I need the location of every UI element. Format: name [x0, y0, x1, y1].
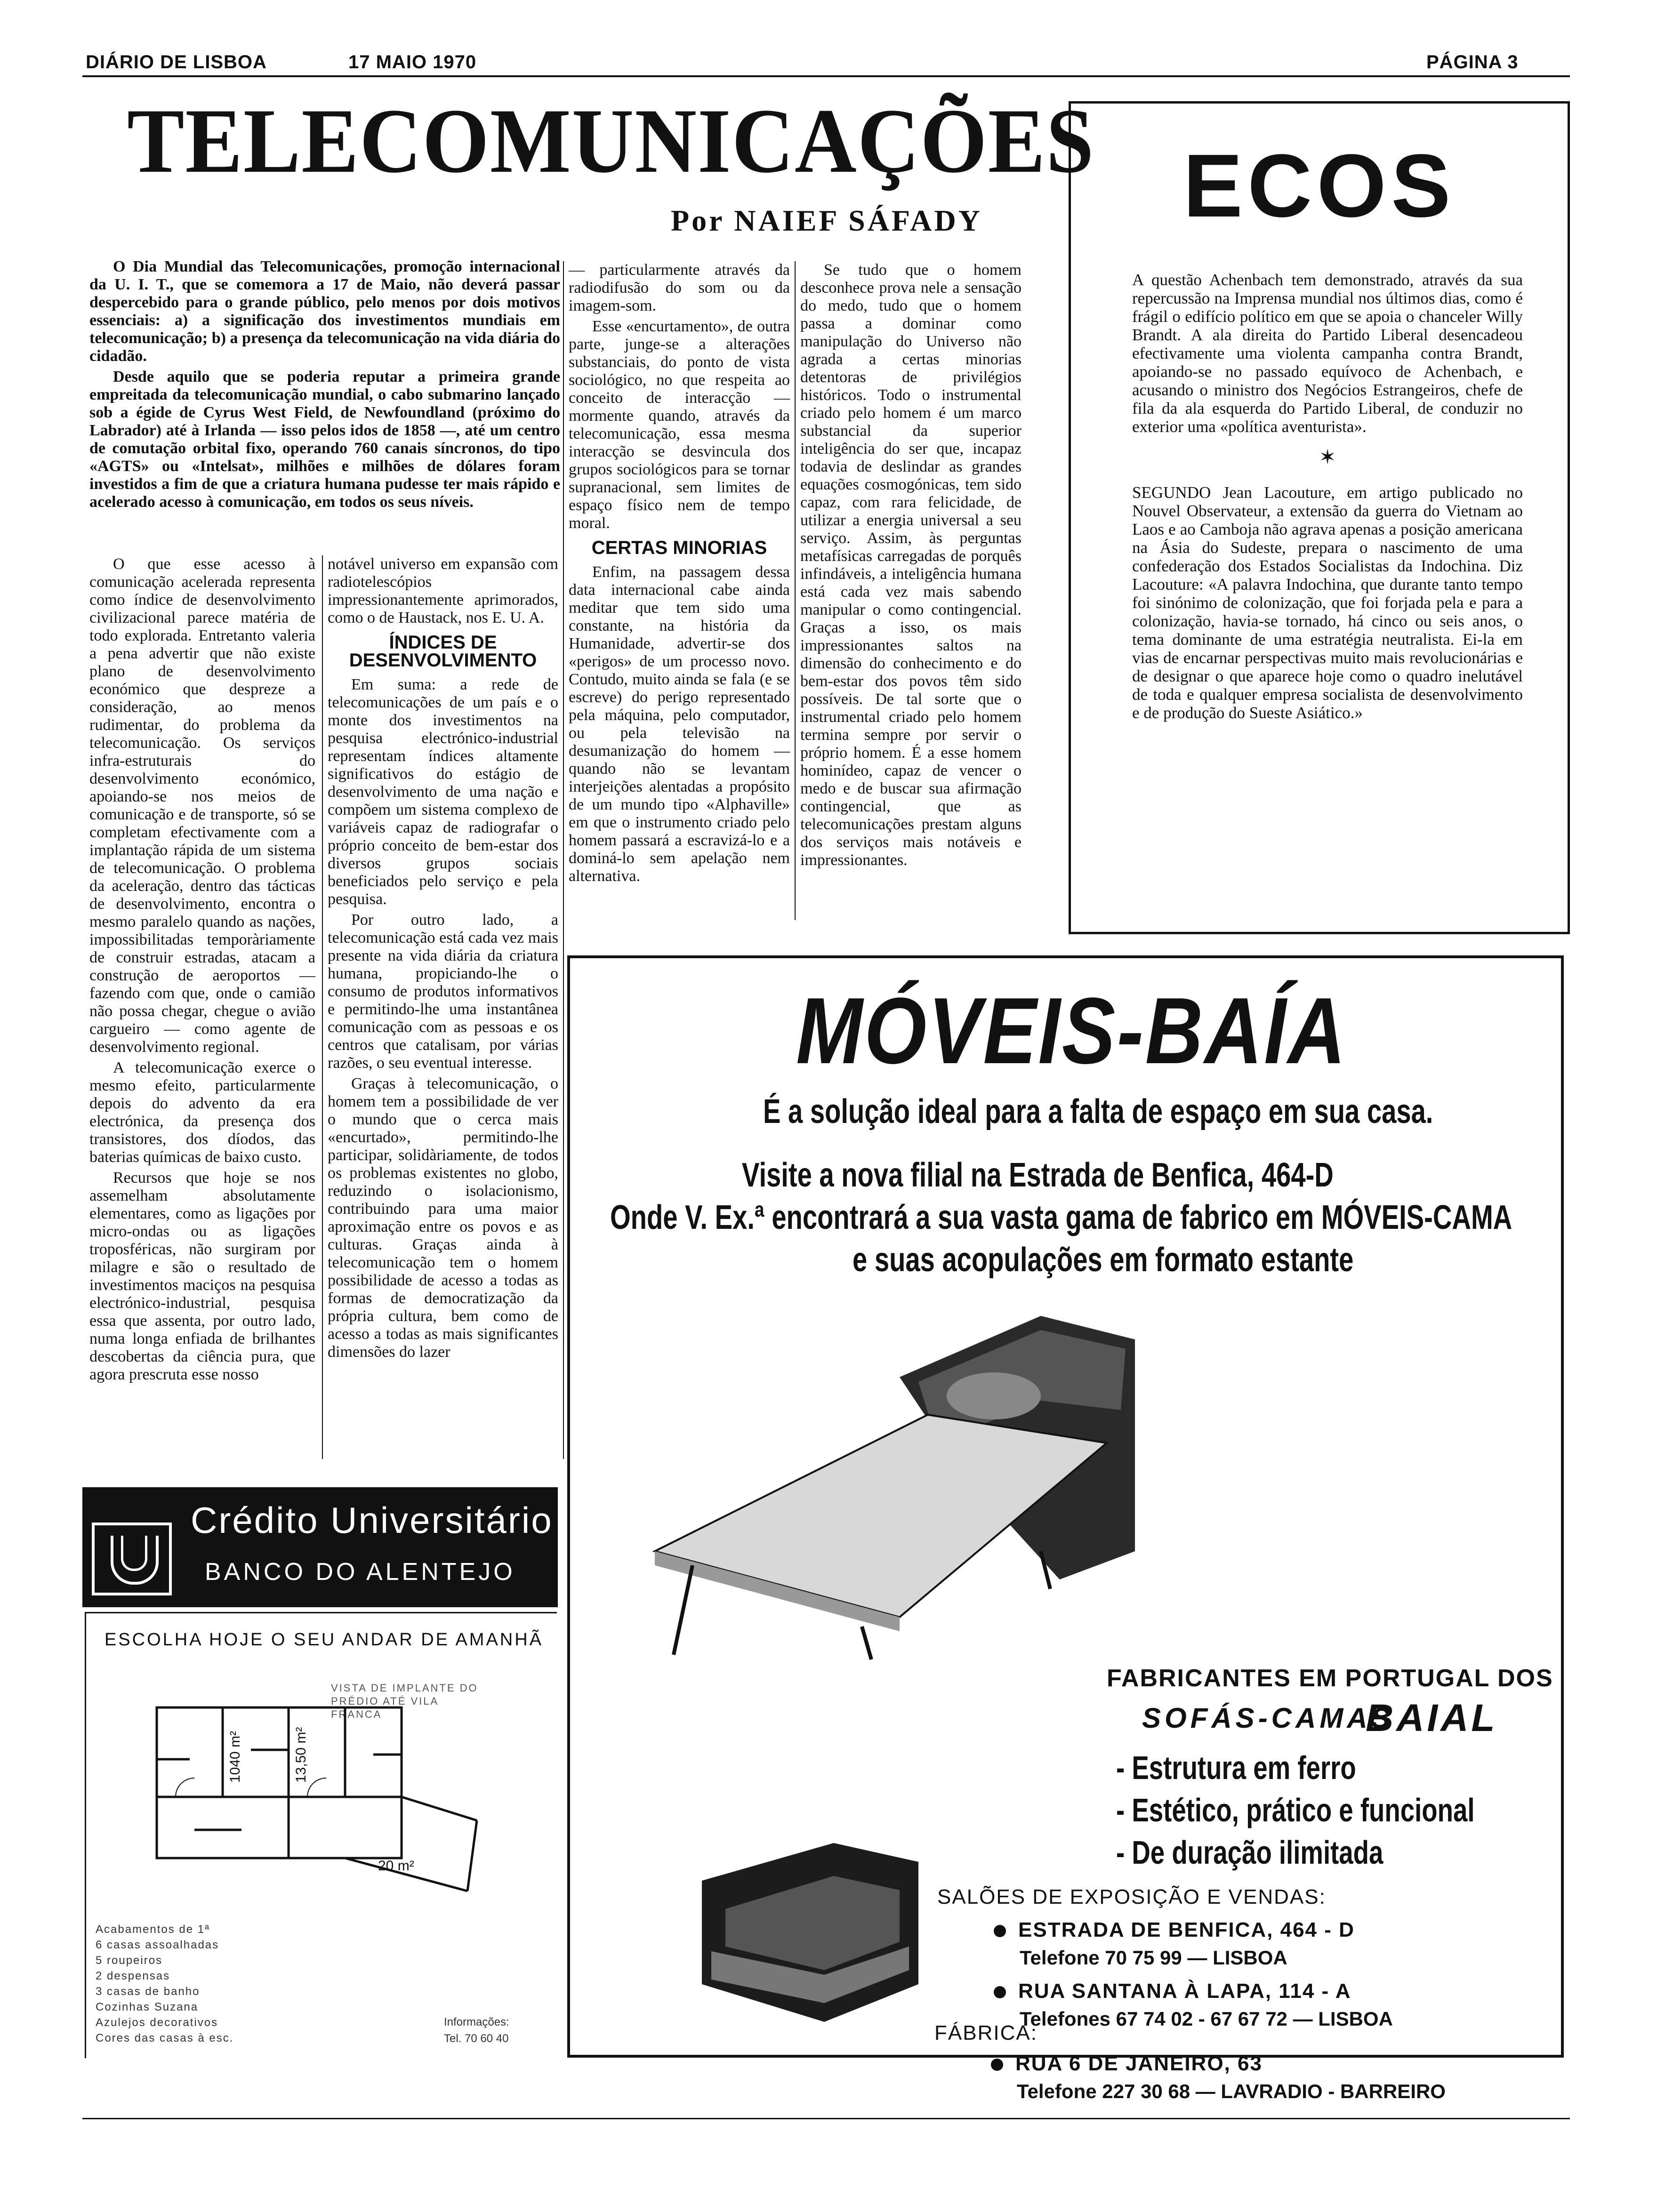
feature-item: 6 casas assoalhadas [96, 1939, 219, 1951]
phone-line: Telefones 67 74 02 - 67 67 72 — LISBOA [1020, 2008, 1393, 2030]
feature-item: Cores das casas à esc. [96, 2032, 234, 2044]
body-paragraph: Em suma: a rede de telecomunicações de um país e o monte dos investimentos na pesquisa electrónico-industrial representam índices altamente significativos do estágio de desenvolvimento de uma nação e compõem um sistema complexo de variáveis capaz de radiografar o próprio conceito de bem-estar dos diversos grupos sociais beneficiados pelo serviço e pela pesquisa. [328, 676, 558, 908]
moveis-line-1: É a solução ideal para a falta de espaço em sua casa. [763, 1093, 1433, 1130]
body-paragraph: A telecomunicação exerce o mesmo efeito, particularmente depois do advento da era electrónica, da presença dos transistores, dos díodos, das baterias químicas de baixo custo. [89, 1059, 315, 1166]
article-column-4 [800, 261, 1022, 872]
body-paragraph: notável universo em expansão com radiotelescópios impressionantemente aprimorados, como o de Haustack, nos E. U. A. [328, 555, 558, 626]
phone-line: Telefone 70 75 99 — LISBOA [1020, 1947, 1287, 1969]
floor-plan-diagram [147, 1689, 486, 1905]
article-column-3 [569, 261, 790, 888]
moveis-feature: - Estrutura em ferro [1116, 1749, 1356, 1786]
article-title: TELECOMUNICAÇÕES [127, 90, 1095, 192]
moveis-feature: - De duração ilimitada [1116, 1834, 1384, 1871]
moveis-feature: - Estético, prático e funcional [1116, 1792, 1475, 1828]
credito-bank: BANCO DO ALENTEJO [205, 1558, 515, 1586]
masthead-page: PÁGINA 3 [1426, 52, 1519, 72]
plan-dimension: 13,50 m² [293, 1727, 309, 1783]
feature-item: 3 casas de banho [96, 1985, 200, 1998]
ecos-paragraph-2: SEGUNDO Jean Lacouture, em artigo publicado no Nouvel Observateur, a extensão da guerra do Vietnam ao Laos e ao Camboja não agrava apenas a posição americana na Ásia do Sudeste, prepara o nascimento de uma confederação dos Estados Socialistas da Indochina. Diz Lacouture: «A palavra Indochina, que durante tanto tempo foi sinónimo de colonização, que foi forjada pela e para a colonização, havia-se tornado, há cinco ou seis anos, o tema dominante de uma estratégia neutralista. Ei-la em vias de encarnar perspectivas muito mais revolucionárias e de designar o que aparece hoje como o quadro inelutável de toda e qualquer empresa socialista de desenvolvimento e de produção do Sueste Asiático.» [1132, 483, 1523, 722]
lead-paragraph: Desde aquilo que se poderia reputar a primeira grande empreitada da telecomunicação mundial, o cabo submarino lançado sob a égide de Cyrus West Field, de Newfoundland (próximo do Labrador) até à Irlanda — isso pelos idos de 1858 —, até um centro de comutação orbital fixo, operando 760 canais síncronos, do tipo «AGTS» ou «Intelsat», milhões e milhões de dólares foram investidos a fim de que a criatura humana pudesse ter mais rápido e acelerado acesso à comunicação, em todos os seus níveis. [89, 368, 560, 511]
fabricantes-label: FABRICANTES EM PORTUGAL DOS [1107, 1665, 1553, 1692]
article-column-1 [89, 555, 315, 1387]
bank-logo [92, 1523, 172, 1595]
sofas-label: SOFÁS-CAMAS [1142, 1702, 1394, 1734]
feature-item: Cozinhas Suzana [96, 2001, 199, 2013]
address-line: ESTRADA DE BENFICA, 464 - D [1018, 1918, 1355, 1941]
body-paragraph: O que esse acesso à comunicação acelerada representa como índice de desenvolvimento civilizacional parece matéria de todo explorada. Entretanto valeria a pena advertir que não existe plano de desenvolvimento económico que despreze a consideração, ao menos rudimentar, do problema da telecomunicação. Os serviços infra-estruturais do desenvolvimento económico, apoiando-se nos meios de comunicação e de transporte, só se completam efectivamente com a implantação rápida de um sistema de telecomunicação. O problema da aceleração, dentro das tácticas de desenvolvimento, encontra o mesmo paralelo quando as nações, impossibilitadas temporàriamente de construir estradas, atacam a construção de aeroportos — fazendo com que, onde o camião não possa chegar, chegue o avião cargueiro — como agente de desenvolvimento regional. [89, 555, 315, 1056]
credito-phone: Tel. 70 60 40 [444, 2032, 509, 2045]
credito-headline: ESCOLHA HOJE O SEU ANDAR DE AMANHÃ [104, 1630, 544, 1650]
subhead-minorias: CERTAS MINORIAS [591, 537, 767, 558]
address-row [991, 2052, 1263, 2076]
moveis-line-3: Onde V. Ex.ª encontrará a sua vasta gama de fabrico em MÓVEIS-CAMA [610, 1199, 1512, 1236]
masthead-date: 17 MAIO 1970 [348, 52, 477, 72]
address-row [994, 1980, 1351, 2003]
article-column-2 [328, 555, 558, 1364]
moveis-ad-box [567, 955, 1564, 2058]
address-row [994, 1918, 1355, 1942]
body-paragraph: Se tudo que o homem desconhece prova nele a sensação do medo, tudo que o homem passa a dominar como manipulação do Universo não agrada a certas minorias detentoras de privilégios históricos. Todo o instrumental criado pelo homem é um marco substancial da superior inteligência do ser que, incapaz todavia de deslindar as grandes equações cosmogónicas, tem sido capaz, com rara felicidade, de utilizar a energia universal a seu serviço. Assim, às perguntas metafísicas carregadas de porquês infindáveis, a inteligência humana está cada vez mais sabendo manipular o como contingencial. Graças a isso, os mais impressionantes saltos na dimensão do conhecimento e do bem-estar dos povos têm sido possíveis. De tal sorte que o instrumental criado pelo homem termina sempre por servir o próprio homem. É a esse homem hominídeo, capaz de vencer o medo e de buscar sua afirmação contingencial, que as telecomunicações prestam alguns dos serviços mais notáveis e impressionantes. [800, 261, 1022, 869]
feature-item: 2 despensas [96, 1970, 170, 1982]
credito-plan-box [85, 1612, 557, 2058]
features-list [96, 1922, 233, 2046]
column-divider [795, 261, 796, 920]
bullet-icon [994, 1986, 1006, 1998]
body-paragraph: Esse «encurtamento», de outra parte, junge-se a alterações substanciais, do ponto de vista sociológico, no que respeita ao conceito de interacção — mormente quando, através da telecomunicação, essa mesma interacção se desvincula dos grupos sociológicos para se tornar supranacional, sem limites de espaço físico nem de tempo moral. [569, 318, 790, 532]
baial-label: BAIAL [1366, 1697, 1498, 1739]
article-byline: Por NAIEF SÁFADY [671, 204, 982, 237]
ecos-box [1069, 101, 1570, 934]
fabrica-label: FÁBRICA: [934, 2021, 1038, 2044]
phone-line: Telefone 227 30 68 — LAVRADIO - BARREIRO [1017, 2080, 1446, 2102]
address-line: RUA 6 DE JANEIRO, 63 [1015, 2052, 1263, 2075]
masthead-paper: DIÁRIO DE LISBOA [86, 52, 267, 72]
moveis-line-4: e suas acopulações em formato estante [853, 1241, 1354, 1279]
credito-info: Informações: [444, 2016, 509, 2028]
body-paragraph: — particularmente através da radiodifusão do som ou da imagem-som. [569, 261, 790, 314]
plan-caption: VISTA DE IMPLANTE DO PRÉDIO ATÉ VILA FRANCA [331, 1682, 478, 1720]
ecos-title: ECOS [1183, 136, 1456, 236]
page-bottom-rule [82, 2118, 1570, 2119]
ecos-separator: ✶ [1319, 446, 1336, 469]
small-sofa-photo [683, 1834, 933, 2031]
body-paragraph: Enfim, na passagem dessa data internacional cabe ainda meditar que tem sido uma constante, na história da Humanidade, advertir-se dos «perigos» de um processo novo. Contudo, muito ainda se fala (e se escreve) do perigo representado pela máquina, pelo computador, ou pela televisão na desumanização do homem — quando não se levantam interjeições alentadas a propósito de um mundo tipo «Alphaville» em que o instrumento criado pelo homem passará a escravizá-lo e a dominá-lo sem apelação nem alternativa. [569, 563, 790, 885]
column-divider [322, 555, 323, 1459]
feature-item: 5 roupeiros [96, 1954, 163, 1967]
masthead-rule [82, 75, 1570, 77]
bullet-icon [991, 2059, 1003, 2071]
moveis-brand: MÓVEIS-BAÍA [796, 978, 1347, 1083]
address-line: RUA SANTANA À LAPA, 114 - A [1018, 1980, 1351, 2003]
body-paragraph: Recursos que hoje se nos assemelham absolutamente elementares, como as ligações por micro-ondas ou as ligações troposféricas, não surgiram por milagre e são o resultado de investimentos maciços na pesquisa electrónico-industrial, pesquisa essa que assenta, por outro lado, numa longa enfiada de brilhantes descobertas da ciência pura, que agora prescruta esse nosso [89, 1169, 315, 1383]
feature-item: Acabamentos de 1ª [96, 1923, 210, 1936]
plan-dimension: 20 m² [378, 1858, 414, 1874]
sofa-bed-photo [636, 1288, 1154, 1664]
body-paragraph: Graças à telecomunicação, o homem tem a possibilidade de ver o mundo que o cerca mais «encurtado», permitindo-lhe participar, solidàriamente, de todos os problemas existentes no globo, reduzindo o isolacionismo, contribuindo para uma maior aproximação entre os povos e as culturas. Graças ainda à telecomunicação tem o homem possibilidade de acesso a todas as formas de democratização da própria cultura, bem como de acesso a todas as mais significantes dimensões do lazer [328, 1075, 558, 1361]
saloes-label: SALÕES DE EXPOSIÇÃO E VENDAS: [937, 1885, 1326, 1908]
moveis-line-2: Visite a nova filial na Estrada de Benfica, 464-D [742, 1156, 1334, 1194]
credito-title: Crédito Universitário [191, 1499, 553, 1541]
bullet-icon [994, 1925, 1006, 1937]
credito-banner [82, 1487, 558, 1607]
lead-paragraph: O Dia Mundial das Telecomunicações, promoção internacional da U. I. T., que se comemora a 17 de Maio, não deverá passar despercebido para o grande público, pelo menos por dois motivos essenciais: a) a significação dos investimentos mundiais em telecomunicação; b) a presença da telecomunicação na vida diária do cidadão. [89, 258, 560, 365]
plan-dimension: 1040 m² [227, 1731, 243, 1783]
subhead-indices: ÍNDICES DE DESENVOLVIMENTO [349, 632, 537, 671]
ecos-paragraph-1: A questão Achenbach tem demonstrado, através da sua repercussão na Imprensa mundial nos últimos dias, como é frágil o edifício político em que se apoia o chanceler Willy Brandt. A ala direita do Partido Liberal desencadeou efectivamente uma violenta campanha contra Brandt, apoiando-se no passado equívoco de Achenbach, e acusando o ministro dos Negócios Estrangeiros, chefe de fila da ala esquerda do Partido Liberal, de conduzir no exterior uma «política aventurista». [1132, 271, 1523, 436]
feature-item: Azulejos decorativos [96, 2016, 218, 2029]
body-paragraph: Por outro lado, a telecomunicação está cada vez mais presente na vida diária da criatura humana, propiciando-lhe o consumo de produtos informativos e permitindo-lhe uma instantânea comunicação com as pessoas e os centros que catalisam, por várias razões, o seu eventual interesse. [328, 911, 558, 1072]
article-lead [89, 258, 560, 514]
column-divider [563, 261, 564, 1459]
